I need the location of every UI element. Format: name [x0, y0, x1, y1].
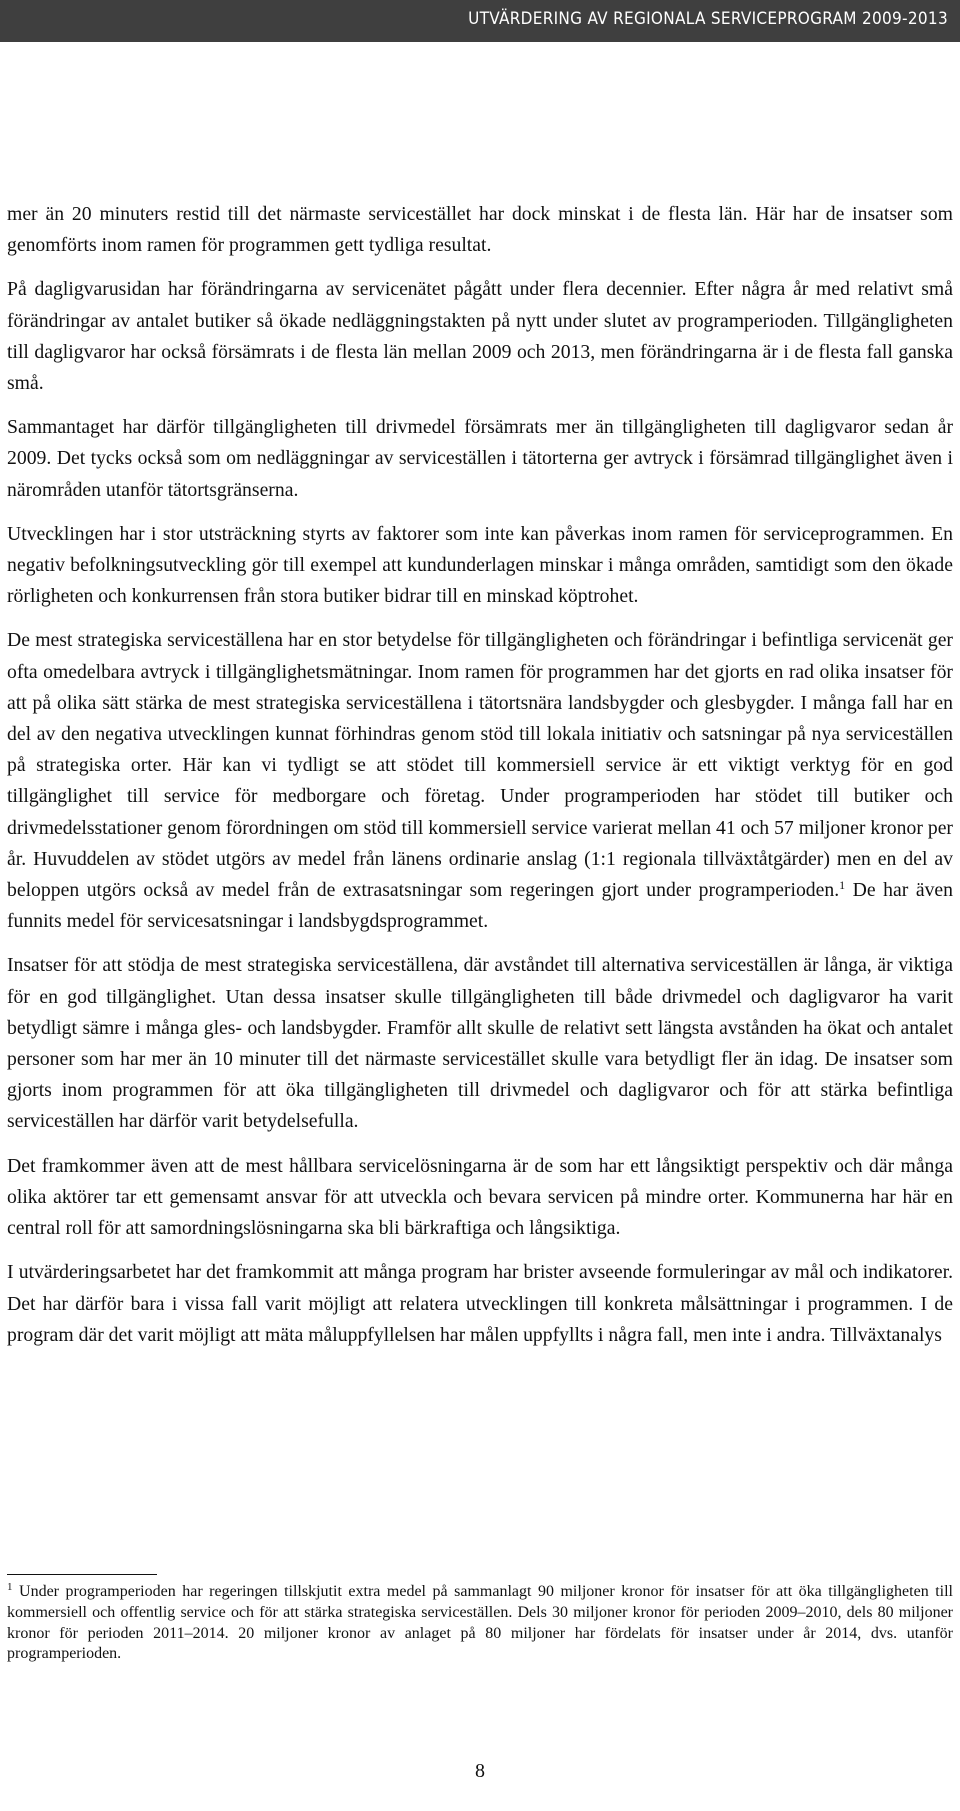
page-number: 8: [475, 1760, 485, 1782]
paragraph-5-text: De mest strategiska serviceställena har en stor betydelse för tillgängligheten och förändringar i befintliga servicenät ger ofta omedelbara avtryck i tillgänglighetsmätningar. Inom ramen för programmen har det gjorts en rad olika insatser för att på olika sätt stärka de mest strategiska serviceställena i tätortsnära landsbygder och glesbygder. I många fall har en del av den negativa utvecklingen kunnat förhindras genom stöd till lokala initiativ och satsningar på nya serviceställen på strategiska orter. Här kan vi tydligt se att stödet till kommersiell service är ett viktigt verktyg för en god tillgänglighet till service för medborgare och företag. Under programperioden har stödet till butiker och drivmedelsstationer genom förordningen om stöd till kommersiell service varierat mellan 41 och 57 miljoner kronor per år. Huvuddelen av stödet utgörs av medel från länens ordinarie anslag (1:1 regionala tillväxtåtgärder) men en del av beloppen utgörs också av medel från de extrasatsningar som regeringen gjort under programperioden.: [7, 629, 953, 902]
paragraph-5: [7, 625, 953, 937]
paragraph-3: Sammantaget har därför tillgängligheten till drivmedel försämrats mer än tillgängligheten till dagligvaror sedan år 2009. Det tycks också som om nedläggningar av serviceställen i tätorterna ger avtryck i försämrad tillgänglighet även i närområden utanför tätortsgränserna.: [7, 416, 953, 501]
paragraph-4: Utvecklingen har i stor utsträckning styrts av faktorer som inte kan påverkas inom ramen för serviceprogrammen. En negativ befolkningsutveckling gör till exempel att kundunderlagen minskar i många områden, samtidigt som den ökade rörligheten och konkurrensen från stora butiker bidrar till en minskad köptrohet.: [7, 522, 953, 608]
body-text: [7, 199, 953, 1351]
paragraph-6: Insatser för att stödja de mest strategiska serviceställena, där avståndet till alternativa serviceställen är långa, är viktiga för en god tillgänglighet. Utan dessa insatser skulle tillgängligheten till både drivmedel och dagligvaror ha varit betydligt sämre i många gles- och landsbygder. Framför allt skulle de relativt sett längsta avstånden ha ökat och antalet personer som har mer än 10 minuter till det närmaste servicestället skulle vara betydligt fler än idag. De insatser som gjorts inom programmen för att öka tillgängligheten till drivmedel och dagligvaror och för att stärka befintliga serviceställen har därför varit betydelsefulla.: [7, 954, 953, 1133]
footnote-number: 1: [7, 1581, 13, 1593]
paragraph-8: I utvärderingsarbetet har det framkommit att många program har brister avseende formuleringar av mål och indikatorer. Det har därför bara i vissa fall varit möjligt att relatera utvecklingen till konkreta målsättningar i programmen. I de program där det varit möjligt att mäta måluppfyllelsen har målen uppfyllts i några fall, men inte i andra. Tillväxtanalys: [7, 1261, 953, 1346]
footnote-divider: [7, 1574, 157, 1575]
paragraph-2: På dagligvarusidan har förändringarna av servicenätet pågått under flera decennier. Efter några år med relativt små förändringar av antalet butiker så ökade nedläggningstakten på nytt under slutet av programperioden. Tillgängligheten till dagligvaror har också försämrats i de flesta län mellan 2009 och 2013, men förändringarna är i de flesta fall ganska små.: [7, 278, 953, 395]
running-header: [0, 0, 960, 42]
paragraph-1: mer än 20 minuters restid till det närmaste servicestället har dock minskat i de flesta län. Här har de insatser som genomförts inom ramen för programmen gett tydliga resultat.: [7, 203, 953, 257]
paragraph-5-continuation: De har även funnits medel för servicesatsningar i landsbygdsprogrammet.: [7, 879, 953, 933]
footnote-reference[interactable]: 1: [839, 878, 846, 893]
footnote: [7, 1582, 953, 1665]
running-header-title: UTVÄRDERING AV REGIONALA SERVICEPROGRAM 2009-2013: [468, 9, 948, 29]
paragraph-7: Det framkommer även att de mest hållbara servicelösningarna är de som har ett långsiktigt perspektiv och där många olika aktörer tar ett gemensamt ansvar för att utveckla och bevara servicen på mindre orter. Kommunerna har här en central roll för att samordningslösningarna ska bli bärkraftiga och långsiktiga.: [7, 1154, 953, 1240]
footnote-text: Under programperioden har regeringen tillskjutit extra medel på sammanlagt 90 miljoner kronor för insatser för att öka tillgängligheten till kommersiell och offentlig service och för att stärka strategiska serviceställen. Dels 30 miljoner kronor för perioden 2009–2010, dels 80 miljoner kronor för perioden 2011–2014. 20 miljoner kronor av anlaget på 80 miljoner har fördelats för insatser under år 2014, dvs. utanför programperioden.: [7, 1583, 953, 1663]
